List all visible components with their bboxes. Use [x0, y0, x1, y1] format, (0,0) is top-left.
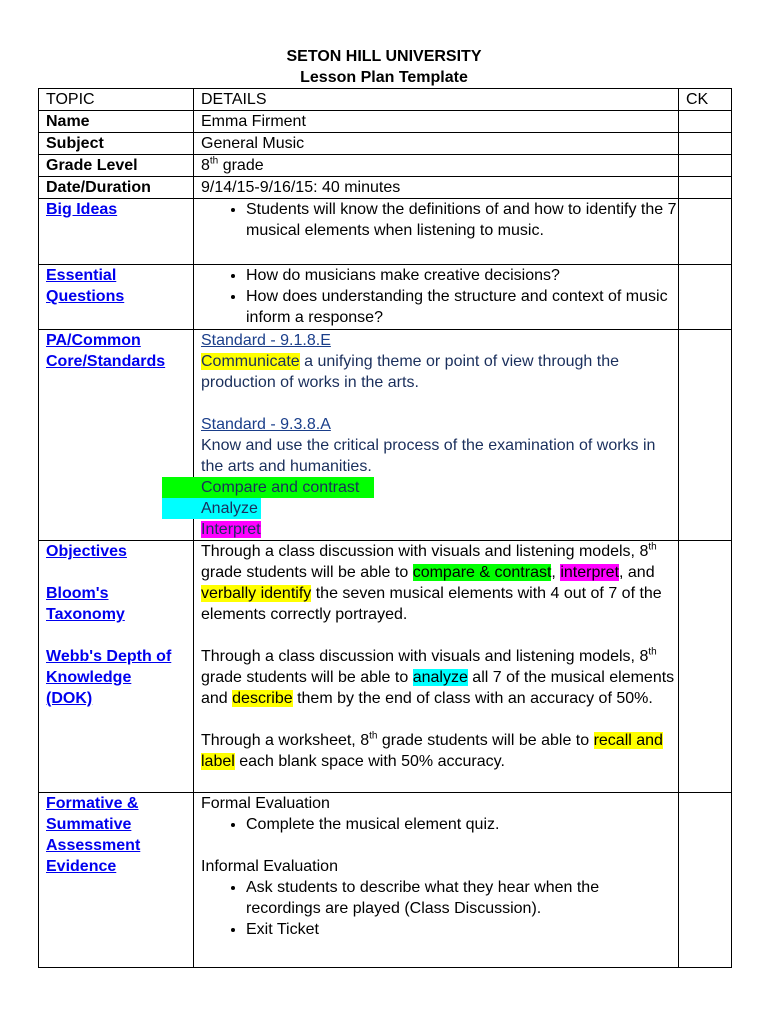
ck-cell[interactable]	[679, 133, 732, 155]
details-header: DETAILS	[194, 89, 679, 111]
list-item: • Exit Ticket	[246, 919, 678, 940]
highlight-verbally-identify: verbally identify	[201, 585, 312, 602]
list-item: • How do musicians make creative decisions?	[246, 265, 678, 286]
grade-label: Grade Level	[39, 155, 194, 177]
blooms-taxonomy-link[interactable]: Bloom's Taxonomy	[46, 585, 125, 623]
lesson-plan-table	[38, 88, 732, 968]
verb-analyze: Analyze	[201, 498, 678, 519]
standard-2-text: Know and use the critical process of the examination of works in the arts and humanities.	[201, 437, 656, 475]
list-item: • Ask students to describe what they hear when the recordings are played (Class Discussion).	[246, 877, 678, 919]
formal-evaluation-list	[201, 814, 678, 835]
formal-evaluation-title: Formal Evaluation	[201, 795, 330, 812]
grade-value	[194, 155, 679, 177]
grade-num: 8	[201, 157, 210, 174]
standard-1-title[interactable]: Standard - 9.1.8.E	[201, 332, 331, 349]
objective-2: Through a class discussion with visuals and listening models, 8th grade students will be able to analyze all 7 of the musical elements and describe them by the end of class with an accuracy of 50%.	[201, 646, 675, 707]
ck-cell[interactable]	[679, 111, 732, 133]
date-label: Date/Duration	[39, 177, 194, 199]
objective-3: Through a worksheet, 8th grade students will be able to recall and label each blank space with 50% accuracy.	[201, 730, 663, 770]
objectives-link[interactable]: Objectives	[46, 543, 127, 560]
ck-cell[interactable]	[679, 177, 732, 199]
name-value: Emma Firment	[194, 111, 679, 133]
list-item: • Complete the musical element quiz.	[246, 814, 678, 835]
standard-1-text: Communicate a unifying theme or point of view through the production of works in the arts.	[201, 353, 620, 391]
informal-evaluation-title: Informal Evaluation	[201, 858, 338, 875]
highlight-communicate: Communicate	[201, 353, 300, 370]
list-item: • How does understanding the structure and context of music inform a response?	[246, 286, 678, 328]
ck-cell[interactable]	[679, 265, 732, 330]
table-row	[39, 111, 732, 133]
list-item: • Students will know the definitions of and how to identify the 7 musical elements when listening to music.	[246, 199, 678, 241]
template-title: Lesson Plan Template	[300, 69, 468, 86]
table-row	[39, 793, 732, 968]
assessment-evidence-link[interactable]: Formative & Summative Assessment Evidence	[46, 795, 141, 875]
ck-header: CK	[679, 89, 732, 111]
verb-interpret: Interpret	[201, 521, 261, 538]
pa-standards-link[interactable]: PA/Common Core/Standards	[46, 332, 166, 370]
ck-cell[interactable]	[679, 541, 732, 793]
table-row	[39, 265, 732, 330]
big-ideas-link[interactable]: Big Ideas	[46, 201, 118, 218]
topic-header: TOPIC	[39, 89, 194, 111]
grade-word: grade	[218, 157, 264, 174]
informal-evaluation-list	[201, 877, 678, 940]
ck-cell[interactable]	[679, 793, 732, 968]
ck-cell[interactable]	[679, 330, 732, 541]
ck-cell[interactable]	[679, 155, 732, 177]
highlight-analyze: analyze	[412, 669, 468, 686]
date-value: 9/14/15-9/16/15: 40 minutes	[194, 177, 679, 199]
highlight-compare: compare & contrast	[412, 564, 552, 581]
subject-value: General Music	[194, 133, 679, 155]
table-row	[39, 177, 732, 199]
standard-2-title[interactable]: Standard - 9.3.8.A	[201, 416, 331, 433]
highlight-describe: describe	[232, 690, 293, 707]
table-row	[39, 199, 732, 265]
table-row	[39, 330, 732, 541]
table-row	[39, 541, 732, 793]
table-row	[39, 133, 732, 155]
subject-label: Subject	[39, 133, 194, 155]
ck-cell[interactable]	[679, 199, 732, 265]
table-row	[39, 155, 732, 177]
objective-1: Through a class discussion with visuals and listening models, 8th grade students will be able to compare & contrast, interpret, and verbally identify the seven musical elements with 4 out of 7 of the elements correctly portrayed.	[201, 541, 662, 623]
verb-compare: Compare and contrast	[201, 477, 678, 498]
header-row	[39, 89, 732, 111]
essential-questions-link[interactable]: Essential Questions	[46, 267, 125, 305]
highlight-recall-label: recall and label	[201, 732, 663, 770]
name-label: Name	[39, 111, 194, 133]
highlight-interpret: interpret	[560, 564, 620, 581]
essential-questions-list	[201, 265, 678, 328]
webbs-dok-link[interactable]: Webb's Depth of Knowledge (DOK)	[46, 648, 172, 707]
university-title: SETON HILL UNIVERSITY	[286, 48, 482, 65]
big-ideas-list	[201, 199, 678, 241]
grade-sup: th	[209, 155, 219, 167]
